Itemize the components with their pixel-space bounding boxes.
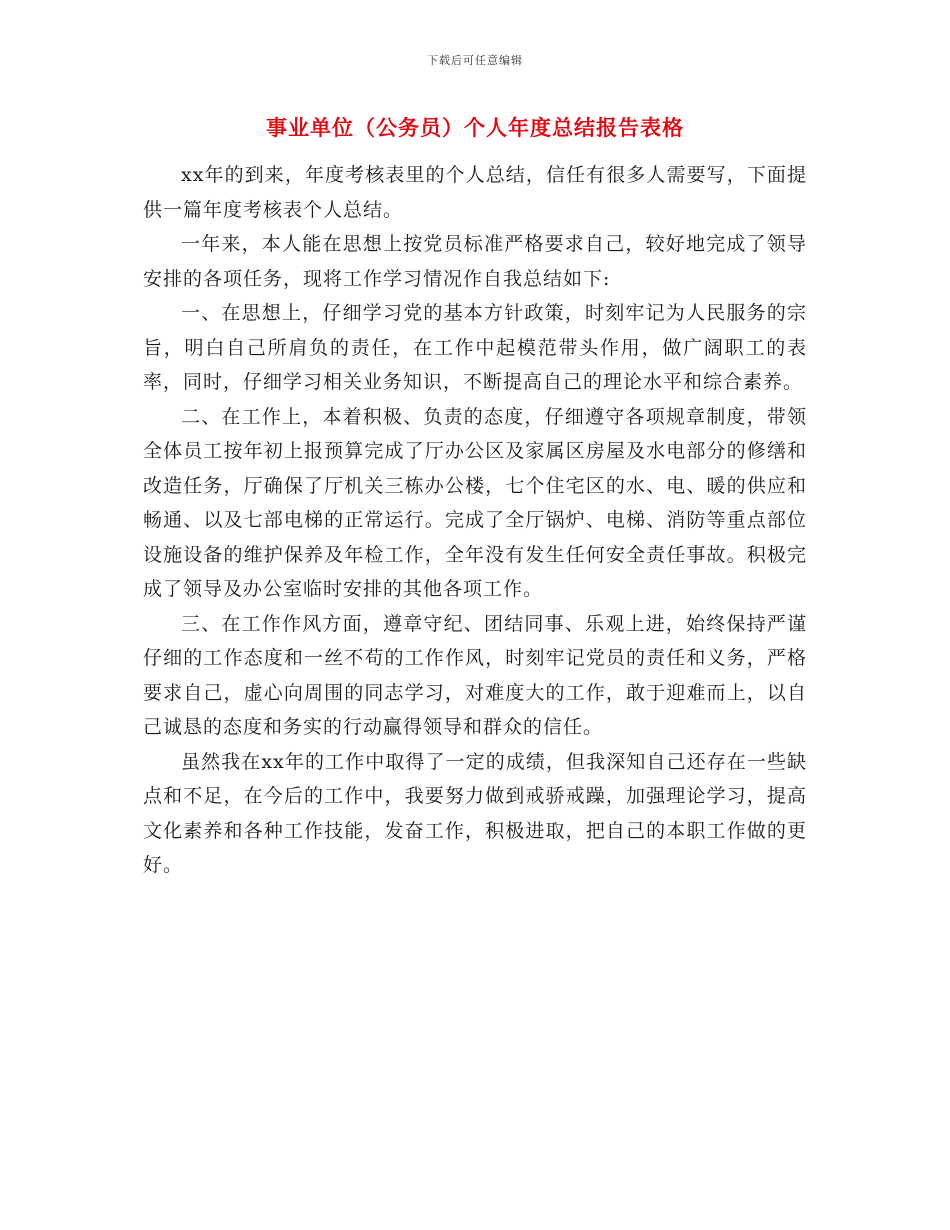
paragraph-overview: 一年来，本人能在思想上按党员标准严格要求自己，较好地完成了领导安排的各项任务，现将工作学习情况作自我总结如下: — [143, 233, 807, 290]
paragraph-work: 二、在工作上，本着积极、负责的态度，仔细遵守各项规章制度，带领全体员工按年初上报预算完成了厅办公区及家属区房屋及水电部分的修缮和改造任务，厅确保了厅机关三栋办公楼，七个住宅区的水、电、暖的供应和畅通、以及七部电梯的正常运行。完成了全厅锅炉、电梯、消防等重点部位设施设备的维护保养及年检工作，全年没有发生任何安全责任事故。积极完成了领导及办公室临时安排的其他各项工作。 — [143, 405, 807, 600]
paragraph-ideology: 一、在思想上，仔细学习党的基本方针政策，时刻牢记为人民服务的宗旨，明白自己所肩负的责任，在工作中起模范带头作用，做广阔职工的表率，同时，仔细学习相关业务知识，不断提高自己的理论水平和综合素养。 — [143, 302, 807, 393]
paragraph-conclusion: 虽然我在xx年的工作中取得了一定的成绩，但我深知自己还存在一些缺点和不足，在今后的工作中，我要努力做到戒骄戒躁，加强理论学习，提高文化素养和各种工作技能，发奋工作，积极进取，把自己的本职工作做的更好。 — [143, 750, 807, 876]
paragraph-work-style: 三、在工作作风方面，遵章守纪、团结同事、乐观上进，始终保持严谨仔细的工作态度和一丝不苟的工作作风，时刻牢记党员的责任和义务，严格要求自己，虚心向周围的同志学习，对难度大的工作，敢于迎难而上，以自己诚恳的态度和务实的行动赢得领导和群众的信任。 — [143, 612, 807, 738]
paragraph-intro: xx年的到来，年度考核表里的个人总结，信任有很多人需要写，下面提供一篇年度考核表个人总结。 — [143, 164, 807, 221]
document-body — [143, 158, 807, 883]
page-header-note: 下载后可任意编辑 — [427, 54, 523, 67]
document-title: 事业单位（公务员）个人年度总结报告表格 — [266, 116, 684, 140]
